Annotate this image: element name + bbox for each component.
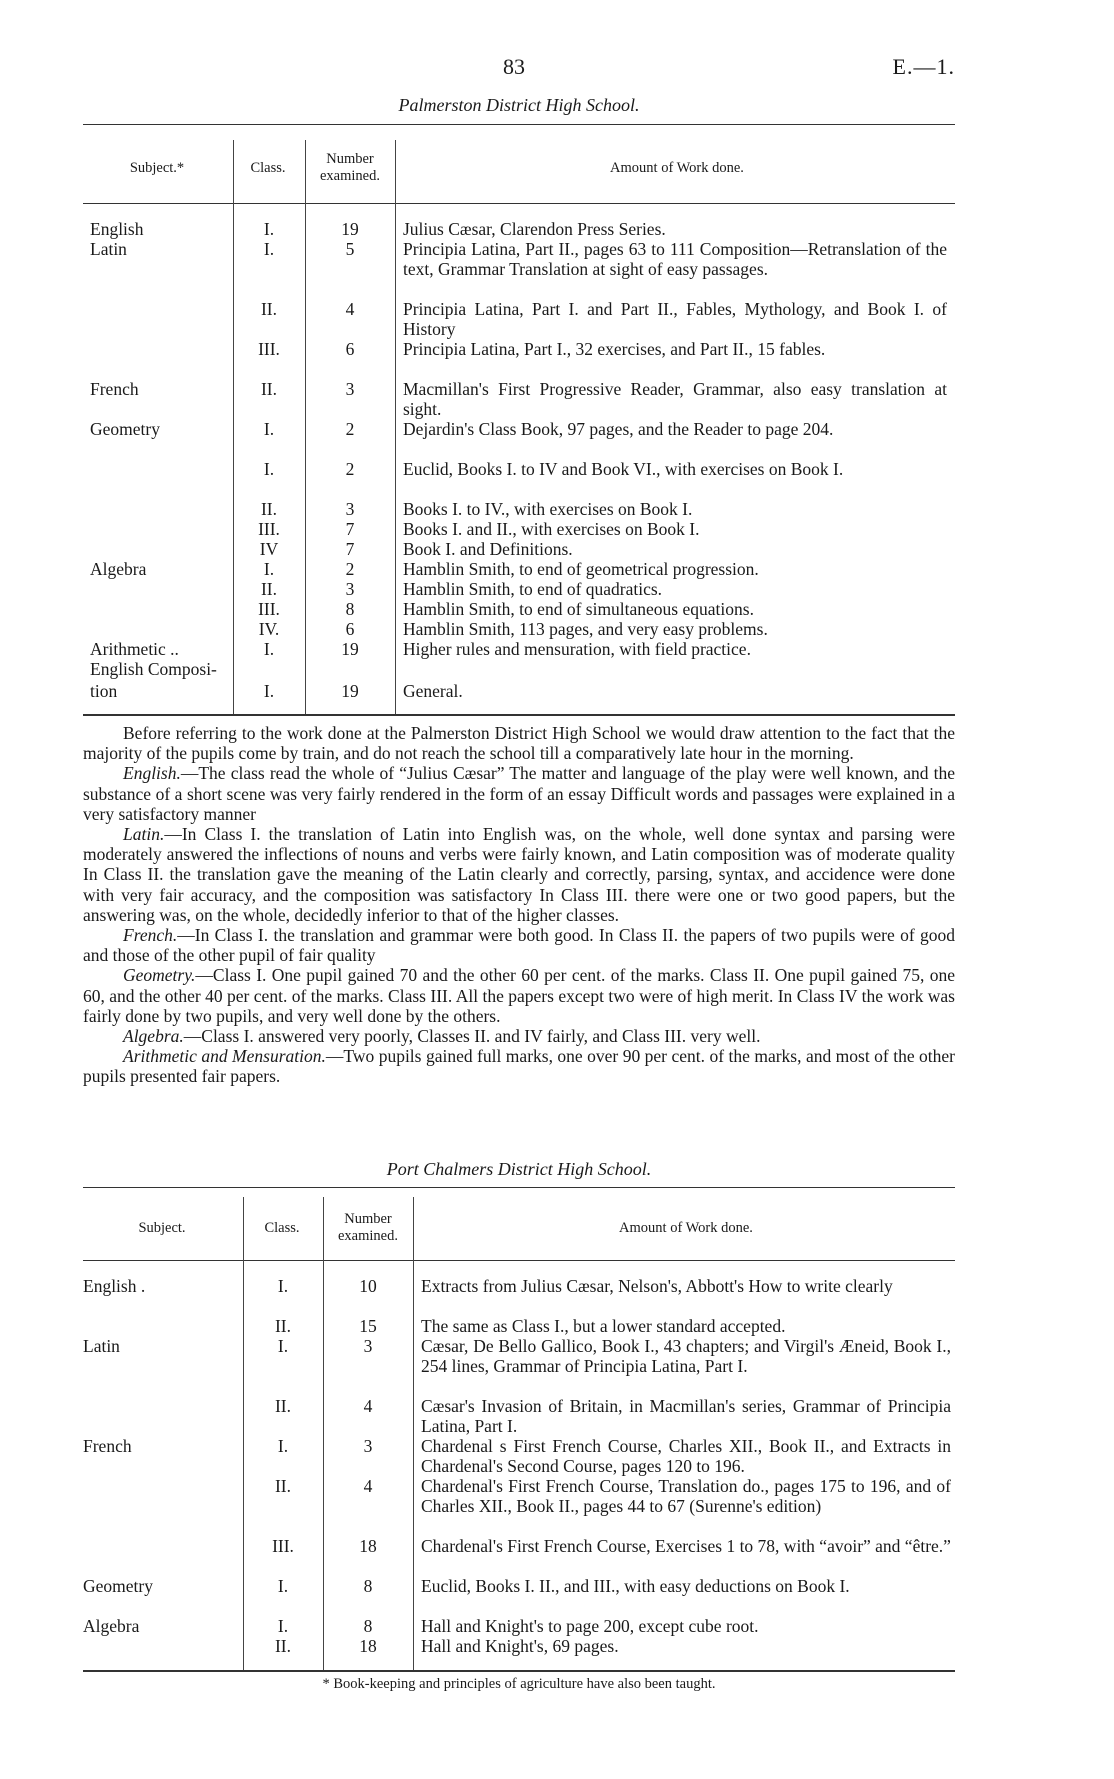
table1-bottom-rule: [83, 714, 955, 716]
class-cell: I.: [277, 1336, 289, 1356]
number-cell: 19: [341, 639, 359, 659]
class-cell: I.: [263, 239, 275, 259]
table1-header-work: Amount of Work done.: [610, 160, 744, 176]
class-cell: I.: [277, 1436, 289, 1456]
number-cell: 3: [363, 1436, 373, 1456]
table1-header-class: Class.: [250, 160, 286, 176]
number-cell: 7: [345, 539, 355, 559]
class-cell: I.: [277, 1616, 289, 1636]
class-cell: IV.: [258, 619, 280, 639]
work-cell: Principia Latina, Part II., pages 63 to 111 Composition—Retranslation of the text, Grammar Translation at sight of easy passages.: [403, 239, 947, 279]
class-cell: I.: [263, 559, 275, 579]
subject-cell: English Composi-: [90, 659, 217, 679]
table2-header-rule: [83, 1260, 955, 1261]
number-cell: 3: [345, 579, 355, 599]
work-cell: Book I. and Definitions.: [403, 539, 573, 559]
subject-cell: Arithmetic ..: [90, 639, 179, 659]
class-cell: III.: [258, 519, 280, 539]
number-cell: 8: [345, 599, 355, 619]
class-cell: III.: [258, 599, 280, 619]
table2-header-number: Number examined.: [338, 1211, 398, 1244]
work-cell: Julius Cæsar, Clarendon Press Series.: [403, 219, 666, 239]
class-cell: III.: [258, 339, 280, 359]
table2-header-subject: Subject.: [138, 1220, 186, 1236]
table2-header-class: Class.: [264, 1220, 300, 1236]
number-cell: 15: [359, 1316, 377, 1336]
table2-divider: [413, 1197, 414, 1670]
class-cell: II.: [274, 1476, 292, 1496]
class-cell: I.: [277, 1276, 289, 1296]
table1-divider: [395, 140, 396, 714]
work-cell: Principia Latina, Part I., 32 exercises, and Part II., 15 fables.: [403, 339, 826, 359]
work-cell: Chardenal's First French Course, Translation do., pages 175 to 196, and of Charles XII., Book II., pages 44 to 67 (Surenne's edition): [421, 1476, 951, 1516]
class-cell: I.: [277, 1576, 289, 1596]
report-paragraph: [83, 1026, 955, 1046]
subject-cell: French: [90, 379, 139, 399]
number-cell: 19: [341, 219, 359, 239]
work-cell: Higher rules and mensuration, with field practice.: [403, 639, 751, 659]
report-paragraph: [83, 1046, 955, 1086]
paragraph-heading: Latin.: [123, 824, 165, 845]
class-cell: II.: [260, 379, 278, 399]
table1-caption: Palmerston District High School.: [398, 95, 640, 115]
work-cell: Principia Latina, Part I. and Part II., Fables, Mythology, and Book I. of History: [403, 299, 947, 339]
number-cell: 7: [345, 519, 355, 539]
work-cell: Hamblin Smith, 113 pages, and very easy problems.: [403, 619, 768, 639]
class-cell: I.: [263, 681, 275, 701]
number-cell: 3: [363, 1336, 373, 1356]
subject-cell: Latin: [83, 1336, 120, 1356]
number-cell: 18: [359, 1536, 377, 1556]
subject-cell: English .: [83, 1276, 146, 1296]
number-cell: 6: [345, 619, 355, 639]
number-cell: 4: [363, 1396, 373, 1416]
subject-cell: tion: [90, 681, 118, 701]
page-header: [83, 54, 955, 84]
class-cell: II.: [274, 1396, 292, 1416]
class-cell: I.: [263, 459, 275, 479]
work-cell: Books I. to IV., with exercises on Book I.: [403, 499, 693, 519]
number-cell: 2: [345, 459, 355, 479]
paragraph-body: —In Class I. the translation of Latin into English was, on the whole, well done syntax and parsing were moderately answered the inflections of nouns and verbs were fairly known, and Latin composition was of moderate quality In Class II. the translation gave the meaning of the Latin clearly and correctly, parsing, syntax, and accidence were done with very fair accuracy, and the composition was satisfactory In Class III. there were one or two good papers, but the answering was, on the whole, decidedly inferior to that of the higher classes.: [83, 824, 955, 925]
table1-header-rule: [83, 203, 955, 204]
subject-cell: Algebra: [90, 559, 147, 579]
table2-top-rule: [83, 1187, 955, 1188]
class-cell: II.: [260, 299, 278, 319]
subject-cell: Algebra: [83, 1616, 140, 1636]
table2-divider: [323, 1197, 324, 1670]
paragraph-body: —In Class I. the translation and grammar were both good. In Class II. the papers of two pupils were of good and those of the other pupil of fair quality: [83, 925, 955, 966]
work-cell: Euclid, Books I. to IV and Book VI., with exercises on Book I.: [403, 459, 844, 479]
class-cell: I.: [263, 639, 275, 659]
number-cell: 6: [345, 339, 355, 359]
report-intro: Before referring to the work done at the Palmerston District High School we would draw attention to the fact that the majority of the pupils come by train, and do not reach the school till a comparatively late hour in the morning.: [83, 723, 955, 764]
number-cell: 8: [363, 1576, 373, 1596]
work-cell: Hamblin Smith, to end of quadratics.: [403, 579, 663, 599]
class-cell: II.: [274, 1636, 292, 1656]
report-paragraph: [83, 763, 955, 824]
paragraph-body: —Class I. answered very poorly, Classes II. and IV fairly, and Class III. very well.: [183, 1026, 761, 1047]
subject-cell: French: [83, 1436, 132, 1456]
work-cell: Chardenal's First French Course, Exercises 1 to 78, with “avoir” and “être.”: [421, 1536, 951, 1556]
class-cell: I.: [263, 419, 275, 439]
class-cell: II.: [260, 499, 278, 519]
table1-header-subject: Subject.*: [129, 160, 185, 176]
paragraph-body: —Class I. One pupil gained 70 and the other 60 per cent. of the marks. Class II. One pupil gained 75, one 60, and the other 40 per cent. of the marks. Class III. All the papers except two were of high merit. In Class IV the work was fairly done by two pupils, and very well done by the others.: [83, 965, 955, 1026]
work-cell: Extracts from Julius Cæsar, Nelson's, Abbott's How to write clearly: [421, 1276, 893, 1296]
number-cell: 18: [359, 1636, 377, 1656]
paragraph-body: —The class read the whole of “Julius Cæsar” The matter and language of the play were well known, and the substance of a short scene was very fairly rendered in the form of an essay Difficult words and passages were explained in a very satisfactory manner: [83, 763, 955, 824]
paragraph-heading: Arithmetic and Mensuration.: [123, 1046, 326, 1067]
report-paragraph: [83, 965, 955, 1026]
paragraph-heading: Geometry.: [123, 965, 196, 986]
report-text: [83, 723, 955, 1087]
class-cell: II.: [274, 1316, 292, 1336]
work-cell: Euclid, Books I. II., and III., with easy deductions on Book I.: [421, 1576, 850, 1596]
class-cell: III.: [272, 1536, 294, 1556]
number-cell: 10: [359, 1276, 377, 1296]
paragraph-heading: English.: [123, 763, 181, 784]
work-cell: Hamblin Smith, to end of simultaneous equations.: [403, 599, 754, 619]
page: [83, 0, 955, 1779]
work-cell: General.: [403, 681, 463, 701]
work-cell: Hamblin Smith, to end of geometrical progression.: [403, 559, 759, 579]
work-cell: Dejardin's Class Book, 97 pages, and the Reader to page 204.: [403, 419, 834, 439]
number-cell: 19: [341, 681, 359, 701]
work-cell: The same as Class I., but a lower standard accepted.: [421, 1316, 786, 1336]
table1-header-number: Number examined.: [320, 151, 380, 184]
number-cell: 4: [363, 1476, 373, 1496]
number-cell: 3: [345, 499, 355, 519]
class-cell: IV: [259, 539, 279, 559]
work-cell: Hall and Knight's, 69 pages.: [421, 1636, 619, 1656]
paragraph-heading: French.: [123, 925, 178, 946]
table1-top-rule: [83, 124, 955, 125]
footnote: * Book-keeping and principles of agriculture have also been taught.: [322, 1676, 716, 1692]
paragraph-heading: Algebra.: [123, 1026, 184, 1047]
subject-cell: Geometry: [90, 419, 160, 439]
report-paragraph: [83, 925, 955, 965]
work-cell: Hall and Knight's to page 200, except cube root.: [421, 1616, 759, 1636]
work-cell: Cæsar, De Bello Gallico, Book I., 43 chapters; and Virgil's Æneid, Book I., 254 lines, Grammar of Principia Latina, Part I.: [421, 1336, 951, 1376]
paragraph-body: —Two pupils gained full marks, one over 90 per cent. of the marks, and most of the other pupils presented fair papers.: [83, 1046, 956, 1087]
subject-cell: Geometry: [83, 1576, 153, 1596]
report-paragraph: [83, 824, 955, 925]
document-reference: E.—1.: [892, 54, 955, 79]
page-number: 83: [503, 54, 525, 79]
number-cell: 4: [345, 299, 355, 319]
class-cell: II.: [260, 579, 278, 599]
table2-caption: Port Chalmers District High School.: [386, 1159, 652, 1179]
number-cell: 8: [363, 1616, 373, 1636]
class-cell: I.: [263, 219, 275, 239]
table2-header-work: Amount of Work done.: [619, 1220, 753, 1236]
table2-divider: [243, 1197, 244, 1670]
work-cell: Books I. and II., with exercises on Book I.: [403, 519, 700, 539]
number-cell: 2: [345, 559, 355, 579]
number-cell: 5: [345, 239, 355, 259]
work-cell: Macmillan's First Progressive Reader, Grammar, also easy translation at sight.: [403, 379, 947, 419]
number-cell: 2: [345, 419, 355, 439]
table2-bottom-rule: [83, 1670, 955, 1672]
work-cell: Chardenal s First French Course, Charles XII., Book II., and Extracts in Chardenal's Second Course, pages 120 to 196.: [421, 1436, 951, 1476]
work-cell: Cæsar's Invasion of Britain, in Macmillan's series, Grammar of Principia Latina, Part I.: [421, 1396, 951, 1436]
subject-cell: English: [90, 219, 144, 239]
number-cell: 3: [345, 379, 355, 399]
subject-cell: Latin: [90, 239, 127, 259]
